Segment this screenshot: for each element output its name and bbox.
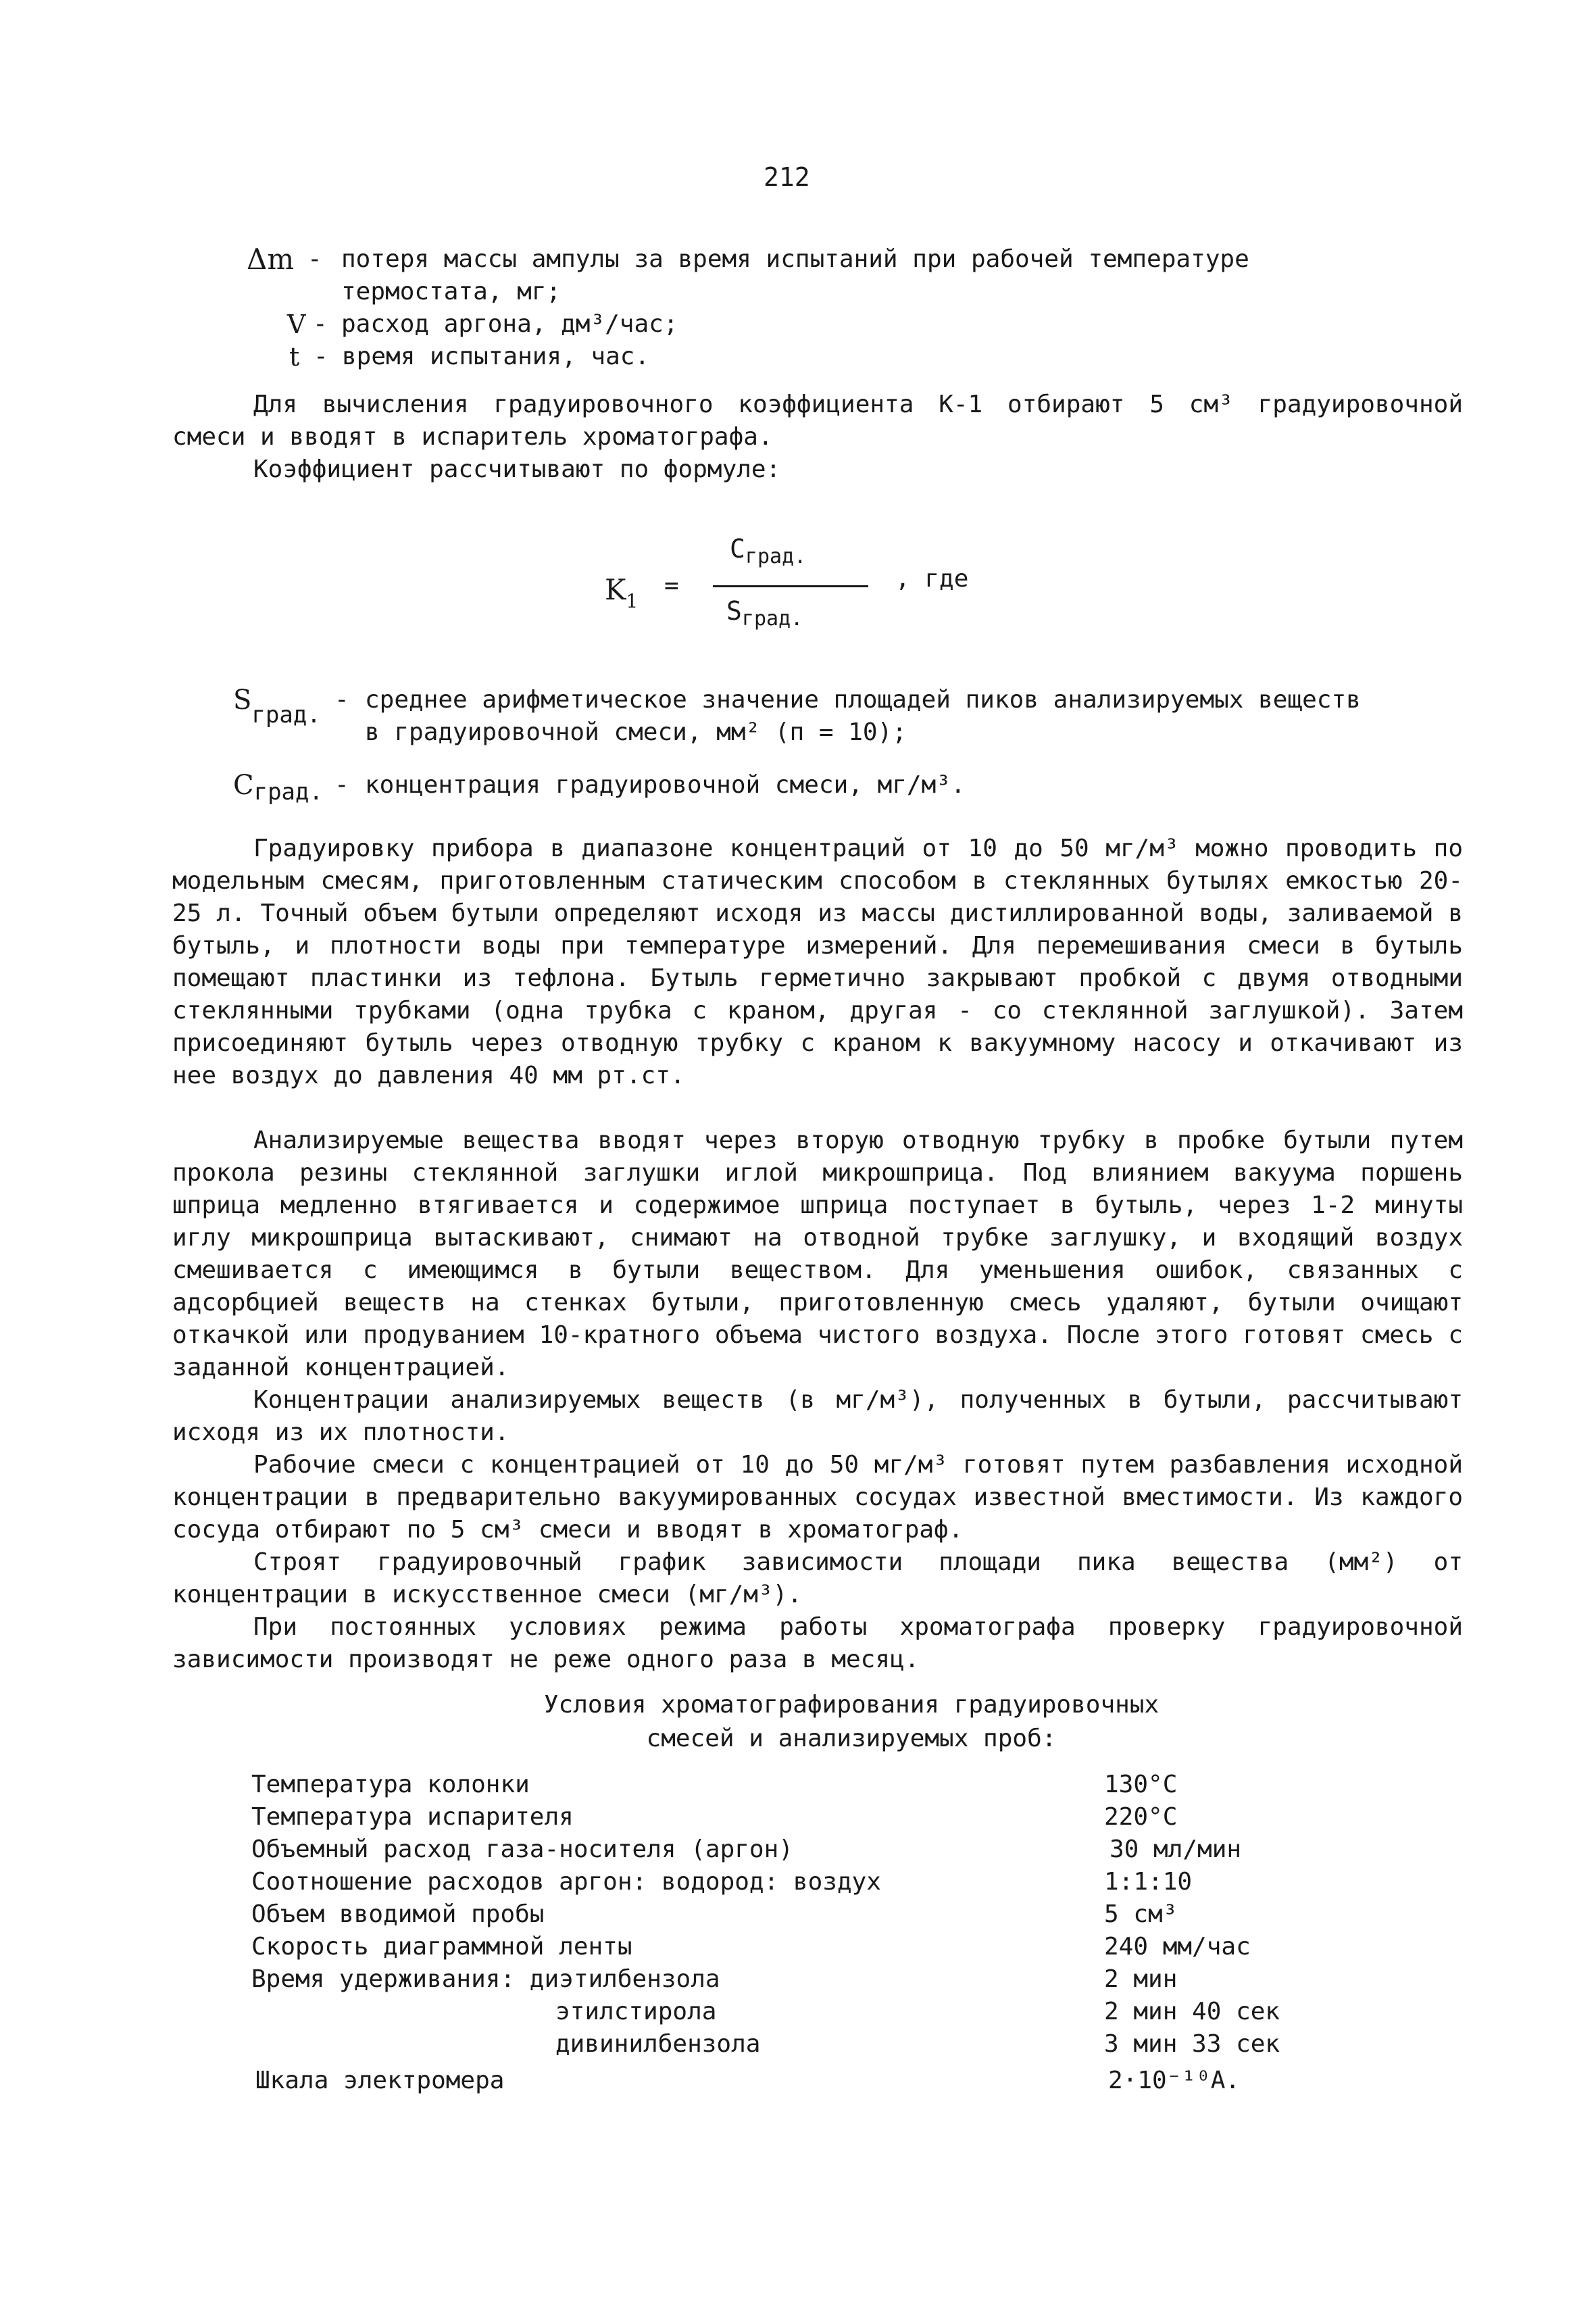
- variable-description: потеря массы ампулы за время испытаний при рабочей температуре: [341, 245, 1249, 273]
- conditions-caption-line: Условия хроматографирования градуировочных: [543, 1691, 1159, 1719]
- formula-equals: =: [664, 572, 679, 599]
- condition-label: Температура колонки: [251, 1771, 530, 1798]
- condition-label: этилстирола: [555, 1998, 717, 2025]
- fraction-bar: [713, 585, 868, 587]
- variable-description: время испытания, час.: [342, 343, 650, 370]
- variable-dash: -: [314, 343, 328, 370]
- definition-dash: -: [334, 686, 349, 714]
- condition-value: 3 мин 33 сек: [1104, 2030, 1280, 2058]
- formula-where: , где: [895, 565, 969, 593]
- paragraph-calibration-intro: Для вычисления градуировочного коэффициента К-1 отбирают 5 см³ градуировочной смеси и вводят в испаритель хроматографа.: [172, 391, 1463, 451]
- variable-description-continued: термостата, мг;: [341, 278, 562, 305]
- paragraph-formula-intro: Коэффициент рассчитывают по формуле:: [253, 456, 781, 483]
- condition-value: 130°C: [1104, 1771, 1178, 1798]
- definition-text: концентрация градуировочной смеси, мг/м³.: [365, 771, 966, 799]
- variable-definition-t: [289, 341, 1168, 374]
- condition-value: 5 см³: [1104, 1900, 1178, 1928]
- condition-label: Соотношение расходов аргон: водород: воздух: [251, 1868, 881, 1896]
- paragraph-sample-injection: Анализируемые вещества вводят через вторую отводную трубку в пробке бутыли путем прокола резины стеклянной заглушки иглой микрошприца. Под влиянием вакуума поршень шприца медленно втягивается и содержимое шприца поступает в бутыль, через 1-2 минуты иглу микрошприца вытаскивают, снимают на отводной трубке заглушку, и входящий воздух смешивается с имеющимся в бутыли веществом. Для уменьшения ошибок, связанных с адсорбцией веществ на стенках бутыли, приготовленную смесь удаляют, бутыли очищают откачкой или продуванием 10-кратного объема чистого воздуха. После этого готовят смесь с заданной концентрацией.: [172, 1127, 1463, 1381]
- paragraph-working-mixtures: Рабочие смеси с концентрацией от 10 до 50 мг/м³ готовят путем разбавления исходной концентрации в предварительно вакуумированных сосудах известной вместимости. Из каждого сосуда отбирают по 5 см³ смеси и вводят в хроматограф.: [172, 1451, 1463, 1544]
- paragraph-concentration-calc: Концентрации анализируемых веществ (в мг/м³), полученных в бутыли, рассчитывают исходя из их плотности.: [172, 1386, 1463, 1446]
- condition-value: 2·10⁻¹⁰A.: [1108, 2067, 1241, 2094]
- definition-symbol: Cград.: [233, 770, 323, 806]
- definition-text: среднее арифметическое значение площадей пиков анализируемых веществ: [365, 686, 1361, 714]
- condition-label: Скорость диаграммной ленты: [251, 1933, 632, 1961]
- definition-s-grad: [233, 684, 1483, 752]
- condition-label: Шкала электромера: [255, 2067, 505, 2094]
- definition-c-grad: [233, 769, 1382, 810]
- condition-value: 240 мм/час: [1104, 1933, 1251, 1961]
- variable-definition-delta-m: [247, 243, 1463, 311]
- condition-value: 2 мин 40 сек: [1104, 1998, 1280, 2025]
- page-number: 212: [764, 162, 810, 192]
- condition-label: дивинилбензола: [555, 2030, 761, 2058]
- paragraph-calibration-method: Градуировку прибора в диапазоне концентраций от 10 до 50 мг/м³ можно проводить по модельным смесям, приготовленным статическим способом в стеклянных бутылях емкостью 20-25 л. Точный объем бутыли определяют исходя из массы дистиллированной воды, заливаемой в бутыль, и плотности воды при температуре измерений. Для перемешивания смеси в бутыль помещают пластинки из тефлона. Бутыль герметично закрывают пробкой с двумя отводными стеклянными трубками (одна трубка с краном, другая - со стеклянной заглушкой). Затем присоединяют бутыль через отводную трубку с краном к вакуумному насосу и откачивают из нее воздух до давления 40 мм рт.ст.: [172, 835, 1463, 1089]
- condition-value: 2 мин: [1104, 1965, 1178, 1993]
- definition-symbol: Sград.: [233, 685, 321, 729]
- condition-value: 220°C: [1104, 1803, 1178, 1831]
- condition-label: Объем вводимой пробы: [251, 1900, 545, 1928]
- condition-value: 1:1:10: [1104, 1868, 1193, 1896]
- formula-denominator: $S_{град.}$: [726, 596, 803, 631]
- variable-definition-v: [287, 308, 1166, 342]
- variable-dash: -: [313, 310, 328, 338]
- paragraph-calibration-graph: Строят градуировочный график зависимости площади пика вещества (мм²) от концентрации в искусственное смеси (мг/м³).: [172, 1548, 1463, 1608]
- formula-k: $K_1$: [605, 573, 639, 612]
- variable-symbol: V: [287, 310, 306, 339]
- definition-text-continued: в градуировочной смеси, мм² (п = 10);: [365, 718, 907, 746]
- conditions-caption: [459, 1688, 1243, 1756]
- condition-label: Объемный расход газа-носителя (аргон): [251, 1836, 793, 1863]
- condition-label: Время удерживания: диэтилбензола: [251, 1965, 720, 1993]
- calibration-formula: [605, 534, 1078, 647]
- condition-value: 30 мл/мин: [1109, 1836, 1242, 1863]
- variable-symbol: t: [289, 342, 300, 372]
- variable-description: расход аргона, дм³/час;: [341, 310, 678, 338]
- variable-symbol: Δm: [247, 243, 295, 276]
- condition-label: Температура испарителя: [251, 1803, 574, 1831]
- formula-numerator: $C_{град.}$: [730, 534, 807, 568]
- variable-dash: -: [307, 245, 322, 273]
- definition-dash: -: [334, 771, 349, 799]
- conditions-table: [251, 1769, 1332, 2134]
- conditions-caption-line: смесей и анализируемых проб:: [646, 1725, 1057, 1752]
- paragraph-calibration-check: При постоянных условиях режима работы хроматографа проверку градуировочной зависимости производят не реже одного раза в месяц.: [172, 1613, 1463, 1673]
